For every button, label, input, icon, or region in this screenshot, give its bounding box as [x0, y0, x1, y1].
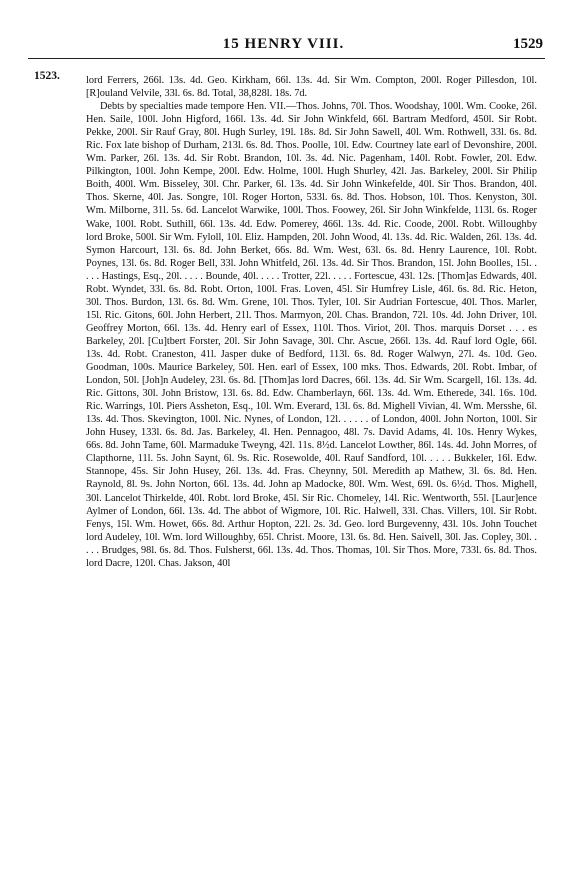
paragraph-continuation: lord Ferrers, 266l. 13s. 4d. Geo. Kirkham, 66l. 13s. 4d. Sir Wm. Compton, 200l. Roger Pillesdon, 10l. [R]ouland Velvile, 33l. 6s. 8d. Total, 38,828l. 18s. 7d. [86, 75, 537, 100]
body-text [86, 74, 537, 570]
running-title: 15 HENRY VIII. [222, 36, 345, 52]
header-rule [28, 58, 545, 59]
page-header [0, 36, 567, 58]
paragraph-debts-by-specialties: Debts by specialties made tempore Hen. VII.—Thos. Johns, 70l. Thos. Woodshay, 100l. Wm. Cooke, 26l. Hen. Saile, 100l. John Higford, 166l. 13s. 4d. Sir John Winkfeld, 66l. Bartram Medford, 450l. Sir Robt. Pekke, 200l. Sir Rauf Gray, 80l. Hugh Surley, 19l. 18s. 8d. Sir John Sawell, 40l. Wm. Rothwell, 33l. 6s. 8d. Ric. Fox late bishop of Durham, 213l. 6s. 8d. Thos. Poolle, 10l. Edw. Courtney late earl of Devonshire, 200l. Wm. Parker, 26l. 13s. 4d. Sir Robt. Brandon, 10l. 3s. 4d. Nic. Pagenham, 140l. Robt. Fowler, 20l. Edw. Pilkington, 100l. John Kempe, 200l. Edw. Holme, 100l. Hugh Shurley, 42l. Jas. Barkeley, 200l. Sir Philip Boith, 400l. Wm. Bisseley, 30l. Chr. Parker, 6l. 13s. 4d. Sir John Winkefelde, 40l. Sir Thos. Brandon, 40l. Thos. Skerne, 40l. Jas. Songre, 10l. Roger Horton, 533l. 6s. 8d. Thos. Hobson, 10l. Thos. Kenyston, 30l. Wm. Milborne, 31l. 5s. 6d. Lancelot Warwike, 100l. Thos. Foowey, 26l. Sir John Winkfelde, 113l. 6s. Roger Wake, 100l. Robt. Suthill, 66l. 13s. 4d. Edw. Pomerey, 466l. 13s. 4d. Ric. Coode, 200l. Robt. Willoughby lord Broke, 500l. Sir Wm. Fyloll, 10l. Eliz. Hampden, 20l. John Wood, 4l. 13s. 4d. Ric. Walden, 26l. 13s. 4d. Symon Harcourt, 13l. 6s. 8d. John Berket, 66s. 8d. Wm. West, 63l. 6s. 8d. Henry Laurence, 10l. Robt. Poynes, 13l. 6s. 8d. Roger Bell, 33l. John Whitfeld, 26l. 13s. 4d. Sir Thos. Brandon, 15l. John Boolles, 15l. . . . . Hastings, Esq., 20l. . . . . Bounde, 40l. . . . . Trotter, 22l. . . . . Fortescue, 43l. 12s. [Thom]as Edwards, 40l. Robt. Wyndet, 33l. 6s. 8d. Robt. Orton, 100l. Fras. Loven, 45l. Sir Humfrey Lisle, 46l. 6s. 8d. Ric. Heton, 30l. Thos. Burdon, 13l. 6s. 8d. Wm. Grene, 10l. Thos. Tyler, 10l. Sir Audrian Fortescue, 40l. Thos. Marler, 15l. Ric. Gitons, 60l. John Herbert, 21l. Thos. Marmyon, 20l. Chas. Brandon, 72l. 10s. 4d. John Driver, 10l. Geoffrey Morton, 66l. 13s. 4d. Henry earl of Essex, 110l. Thos. Viriot, 20l. Thos. marquis Dorset . . . es Barkeley, 20l. [Cu]tbert Forster, 20l. Sir John Savage, 30l. Chr. Ascue, 266l. 13s. 4d. Rauf lord Ogle, 66l. 13s. 4d. Robt. Craneston, 41l. Jasper duke of Bedford, 113l. 6s. 8d. Roger Walwyn, 27l. 4s. 10d. Geo. Goodman, 100s. Maurice Barkeley, 50l. Hen. earl of Essex, 100 mks. Thos. Edwards, 20l. Robt. Imbar, of London, 50l. [Joh]n Audeley, 23l. 6s. 8d. [Thom]as lord Dacres, 66l. 13s. 4d. Sir Wm. Scargell, 16l. 13s. 4d. Ric. Gittons, 30l. John Bristow, 13l. 6s. 8d. Edw. Chamberlayn, 66l. 13s. 4d. Wm. Etherede, 34l. 16s. 10d. Ric. Warrings, 10l. Piers Assheton, Esq., 10l. Wm. Everard, 13l. 6s. 8d. Mighell Vivian, 4l. Wm. Mersshe, 6l. 13s. 4d. Thos. Skevington, 100l. Nic. Nynes, of London, 12l. . . . . . of London, 400l. John Norton, 100l. Sir John Husey, 133l. 6s. 8d. Jas. Barkeley, 4l. Hen. Pennagoo, 48l. 7s. David Adams, 4l. 10s. Henry Wykes, 66s. 8d. John Tame, 60l. Marmaduke Tweyng, 42l. 11s. 8½d. Lancelot Lowther, 86l. 14s. 4d. John Morres, of Clapthorne, 11l. 5s. John Saynt, 6l. 9s. Ric. Rosewolde, 40l. Rauf Sandford, 10l. . . . . Bukkeler, 16l. Edw. Stannope, 45s. Sir John Husey, 26l. 13s. 4d. Fras. Cheynny, 50l. Meredith ap Mathew, 3l. 6s. 8d. Hen. Raynold, 8l. 9s. John Norton, 66l. 13s. 4d. John ap Madocke, 80l. Wm. West, 69l. 0s. 6½d. Thos. Mighell, 30l. Lancelot Thirkelde, 40l. Robt. lord Broke, 45l. Sir Ric. Chomeley, 14l. Ric. Wentworth, 55l. [Laur]ence Aylmer of London, 66l. 13s. 4d. The abbot of Wigmore, 10l. Ric. Halwell, 33l. Chas. Villers, 10l. Sir Robt. Fenys, 15l. Wm. Howet, 66s. 8d. Arthur Hopton, 22l. 2s. 3d. Geo. lord Burgevenny, 43l. 10s. John Touchet lord Audeley, 10l. Wm. lord Willoughby, 65l. Christ. Moore, 13l. 6s. 8d. Hen. Saivell, 30l. Jas. Copley, 30l. . . . . Brudges, 98l. 6s. 8d. Thos. Fulsherst, 66l. 13s. 4d. Thos. Thomas, 10l. Sir Thos. More, 733l. 6s. 8d. Thos. lord Dacre, 120l. Chas. Jakson, 40l [86, 101, 537, 569]
page-number: 1529 [513, 36, 543, 52]
year-marginal-label: 1523. [34, 70, 60, 82]
